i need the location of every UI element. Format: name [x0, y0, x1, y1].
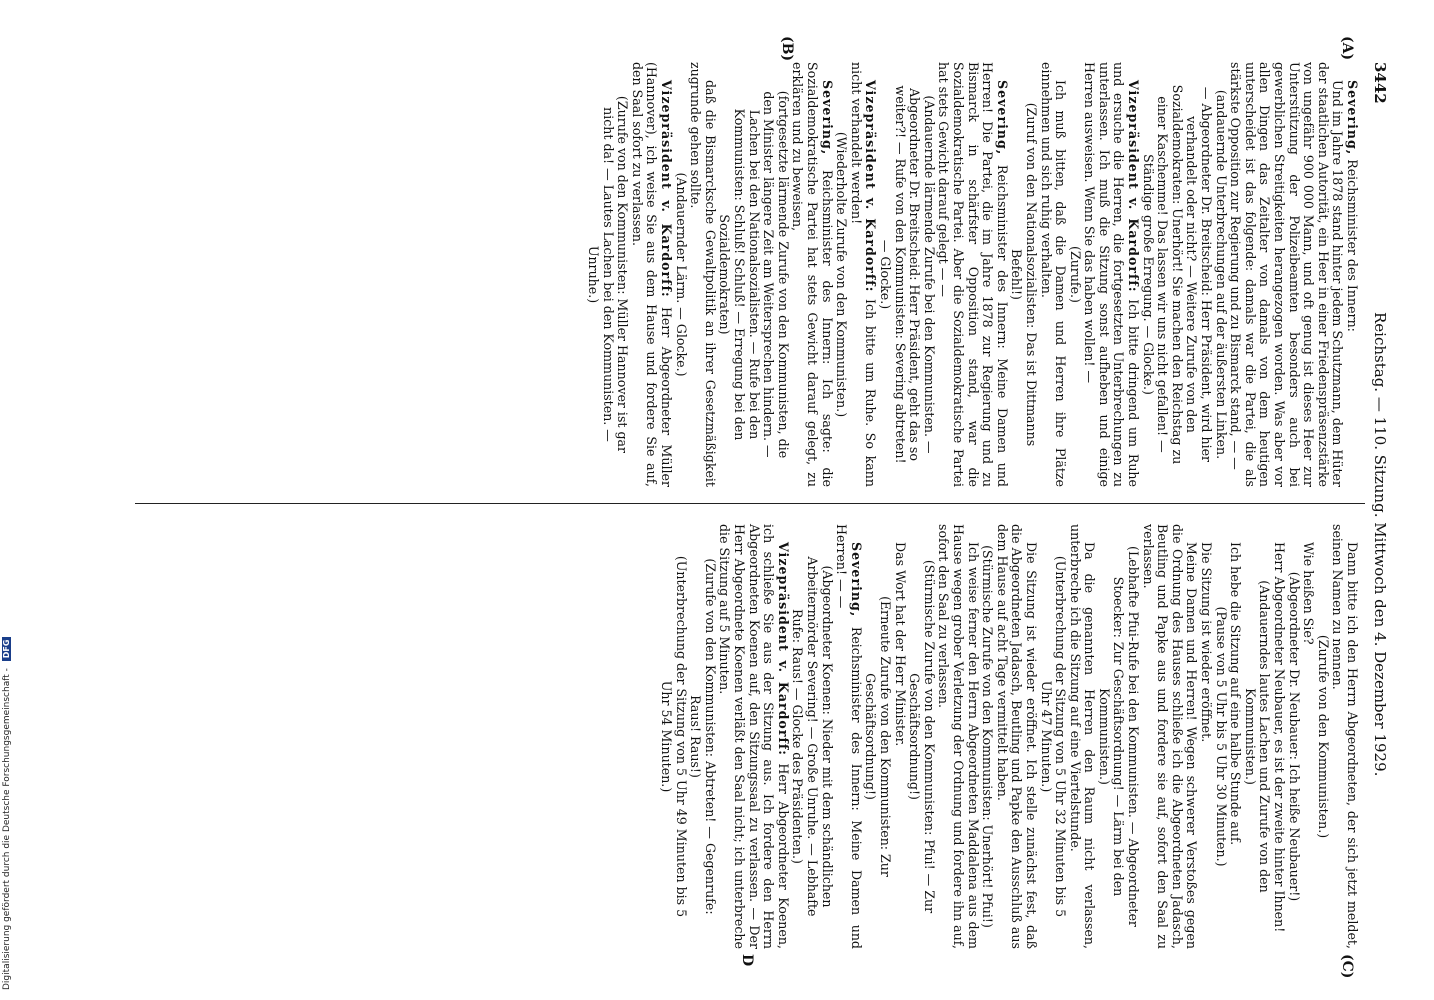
column-right	[659, 524, 1359, 949]
paragraph	[834, 524, 863, 949]
paragraph	[892, 524, 907, 949]
paragraph	[1228, 524, 1243, 949]
page-number: 3442	[1371, 62, 1389, 104]
rotated-page-content	[95, 36, 1395, 979]
paragraph	[1301, 524, 1316, 949]
interjection-note: (Zurufe von den Kommunisten.)	[1315, 634, 1331, 839]
column-left	[139, 62, 1359, 487]
footer-text-line	[2, 540, 16, 990]
paragraph	[848, 62, 877, 487]
paragraph-text: Das Wort hat der Herr Minister.	[892, 542, 908, 747]
interjection-note: (Zurufe.)	[1067, 246, 1083, 303]
speaker-name: Vizepräsident v. Kardorff:	[775, 542, 791, 756]
interjection-note: (Lebhafte Pfui-Rufe bei den Kommunisten. — Abgeordneter Stoecker: Zur Geschäftsordnung! — Lärm bei den Kommunisten.)	[1096, 546, 1142, 927]
interjection-note: (fortgesetzte lärmende Zurufe von den Kommunisten, die den Minister längere Zeit am Weitersprechen hindern. — Lachen bei den Nationalsozialisten. — Rufe bei den Kommunisten: Schluß! Schluß! — Erregung bei den Sozialdemokraten)	[717, 90, 791, 459]
paragraph	[717, 524, 790, 949]
speaker-name: Vizepräsident v. Kardorff:	[863, 80, 879, 293]
margin-letter-c: (C)	[1339, 954, 1355, 979]
paragraph	[1330, 524, 1359, 949]
column-divider	[135, 503, 1365, 504]
paragraph-text: Ich hebe die Sitzung auf eine halbe Stunde auf.	[1228, 542, 1244, 846]
paragraph-text: Herr Abgeordneter Neubauer, es ist der zweite hinter Ihnen!	[1272, 542, 1288, 933]
paragraph-text: Dann bitte ich den Herrn Abgeordneten, der sich jetzt meldet, seinen Namen zu nennen.	[1330, 524, 1360, 949]
interjection-note: (Unterbrechung der Sitzung von 5 Uhr 32 Minuten bis 5 Uhr 47 Minuten.)	[1038, 555, 1069, 918]
paragraph-text: Reichsminister des Innern:	[1345, 155, 1360, 332]
paragraph-text: Herr Abgeordneter Müller (Hannover), ich weise Sie aus dem Hause und fordere Sie auf, den Saal sofort zu verlassen.	[629, 62, 675, 487]
paragraph-text: Reichsminister des Innern: Ich sagte: die Sozialdemokratische Partei hat stets Gewicht darauf gelegt, zu erklären und zu beweisen,	[790, 62, 835, 487]
paragraph	[1140, 524, 1198, 949]
paragraph-text: daß die Bismarcksche Gewaltpolitik an ihrer Gesetzmäßigkeit zugrunde gehen sollte.	[688, 62, 718, 487]
paragraph	[1082, 62, 1140, 487]
paragraph-text: Meine Damen und Herren! Wegen schwerer Verstoßes gegen die Ordnung des Hauses schließe ich die Abgeordneten Jadasch, Beutling und Papke aus und fordere sie auf, sofort den Saal zu verlassen.	[1140, 524, 1200, 949]
paragraph	[629, 62, 673, 487]
page-title: Reichstag. — 110. Sitzung. Mittwoch den 4. Dezember 1929.	[1371, 312, 1389, 777]
speaker-name: Vizepräsident v. Kardorff:	[1126, 80, 1142, 293]
interjection-note: (Andauerndes lautes Lachen und Zurufe von den Kommunisten.)	[1242, 580, 1273, 893]
margin-letter-d: D	[739, 954, 755, 967]
paragraph-text: Und im Jahre 1878 stand hinter jedem Schutzmann, dem Hüter der staatlichen Autorität, ein Heer in einer Friedenspräsenzstärke von ungefähr 900 000 Mann, und oft genug ist dieses Heer zur Unterstützung der Polizeibeamten besonders auch bei gewerblichen Streitigkeiten herangezogen worden. Was aber vor allen Dingen das Zeitalter von damals von dem heutigen unterscheidet ist das folgende: damals war die Partei, die als stärkste Opposition zur Regierung und zu Bismarck stand, — —	[1228, 62, 1346, 487]
margin-letter-a: (A)	[1339, 36, 1355, 61]
paragraph-text: Da die genannten Herren den Raum nicht verlassen, unterbreche ich die Sitzung auf eine Viertelstunde.	[1067, 524, 1098, 949]
paragraph	[936, 62, 1009, 487]
paragraph-text: Die Sitzung ist wieder eröffnet.	[1199, 542, 1215, 743]
speaker-name: Severing,	[994, 80, 1010, 156]
paragraph-text: Reichsminister des Innern: Meine Damen und Herren! Die Partei, die im Jahre 1878 zur Regierung und zu Bismarck in schärfster Opposition stand, war die Sozialdemokratische Partei. Aber die Sozialdemokratische Partei hat stets Gewicht darauf gelegt — —	[936, 62, 1010, 487]
footer	[2, 540, 16, 990]
interjection-note: (Abgeordneter Koenen: Nieder mit dem schändlichen Arbeitermörder Severing! — Große Unruhe. — Lebhafte Rufe: Raus! — Glocke des Präsidenten.)	[790, 556, 835, 917]
dfg-logo: DFG	[2, 637, 11, 662]
margin-letter-b: (B)	[779, 36, 795, 62]
paragraph	[936, 524, 980, 949]
interjection-note: (Stürmische Zurufe von den Kommunisten: Unerhört! Pfui!)	[980, 545, 996, 928]
interjection-note: (Unterbrechung der Sitzung von 5 Uhr 49 Minuten bis 5 Uhr 54 Minuten.)	[659, 555, 689, 918]
paragraph-text: Ich bitte um Ruhe. So kann nicht verhandelt werden!	[848, 62, 879, 487]
paragraph-text: Ich weise ferner den Herrn Abgeordneten Maddalena aus dem Hause wegen grober Verletzung der Ordnung und fordere ihn auf, sofort den Saal zu verlassen.	[936, 524, 981, 949]
interjection-note: (Wiederholte Zurufe von den Kommunisten.)	[834, 131, 850, 418]
interjection-note: (Andauernde lärmende Zurufe bei den Kommunisten. — Abgeordneter Dr. Breitscheid: Herr Präsident, geht das so weiter?! — Rufe von den Kommunisten: Severing abtreten! — Glocke.)	[878, 85, 937, 464]
paragraph	[1067, 524, 1096, 949]
interjection-note: (Pause von 5 Uhr bis 5 Uhr 30 Minuten.)	[1213, 606, 1229, 867]
paragraph	[688, 62, 717, 487]
interjection-note: (Stürmische Zurufe von den Kommunisten: Pfui! — Zur Geschäftsordnung!)	[907, 559, 937, 914]
paragraph-text: Wie heißen Sie?	[1301, 542, 1317, 645]
paragraph	[1038, 62, 1067, 487]
paragraph-text: Die Sitzung ist wieder eröffnet. Ich stelle zunächst fest, daß die Abgeordneten Jadasch, Beutling und Papke den Ausschluß aus dem Hause auf acht Tage vermittelt haben.	[994, 524, 1039, 949]
paragraph	[994, 524, 1038, 949]
page-header	[1367, 62, 1395, 952]
paragraph	[1198, 524, 1213, 949]
interjection-note: (Zurufe von den Kommunisten: Abtreten! — Gegenrufe: Raus! Raus!)	[688, 558, 718, 915]
interjection-note: (Zurufe von den Kommunisten: Müller Hannover ist gar nicht da! — Lautes Lachen bei den Kommunisten. — Unruhe.)	[586, 95, 631, 454]
paragraph-text: Ich bitte dringend um Ruhe und ersuche die Herren, die fortgesetzten Unterbrechungen zu unterlassen. Ich muß die Sitzung sonst aufheben und einige Herren ausweisen. Wenn Sie das haben wollen! —	[1082, 62, 1142, 487]
speaker-name: Vizepräsident v. Kardorff:	[659, 80, 675, 298]
interjection-note: (Erneute Zurufe von den Kommunisten: Zur Geschäftsordnung!)	[863, 596, 893, 877]
paragraph-text: Ich muß bitten, daß die Damen und Herren ihre Plätze einnehmen und sich ruhig verhalten.	[1038, 62, 1069, 487]
interjection-note: (Andauernder Lärm. — Glocke.)	[673, 172, 689, 377]
paragraph	[1271, 524, 1286, 949]
speaker-name: Severing,	[1345, 80, 1360, 156]
interjection-note: (Zuruf von den Nationalsozialisten: Das ist Dittmanns Befehl!)	[1009, 102, 1039, 447]
speaker-name: Severing,	[848, 542, 864, 618]
paragraph-text: Reichsminister des Innern: Meine Damen und Herren! — —	[834, 524, 864, 949]
footer-text: Digitalisierung gefördert durch die Deutsche Forschungsgemeinschaft -	[2, 668, 12, 990]
interjection-note: (Abgeordneter Dr. Neubauer: Ich heiße Neubauer!)	[1286, 571, 1302, 902]
interjection-note: (andauernde Unterbrechungen auf der äußersten Linken. — Abgeordneter Dr. Breitscheid: Herr Präsident, wird hier verhandelt oder nicht? — Weitere Zurufe von den Sozialdemokraten: Unerhört! Sie machen den Reichstag zu einer Kaschemme! Das lassen wir uns nicht gefallen! — Ständige große Erregung. — Glocke.)	[1140, 84, 1229, 465]
paragraph-text: Herr Abgeordneter Koenen, ich schließe Sie aus der Sitzung aus. Ich fordere den Herrn Abgeordneten Koenen auf, den Sitzungssaal zu verlassen. — Der Herr Abgeordnete Koenen verläßt den Saal nicht; ich unterbreche die Sitzung auf 5 Minuten.	[717, 524, 791, 949]
paragraph	[790, 62, 834, 487]
paragraph	[1344, 62, 1359, 487]
speaker-name: Severing,	[819, 80, 835, 156]
paragraph	[1228, 62, 1345, 487]
